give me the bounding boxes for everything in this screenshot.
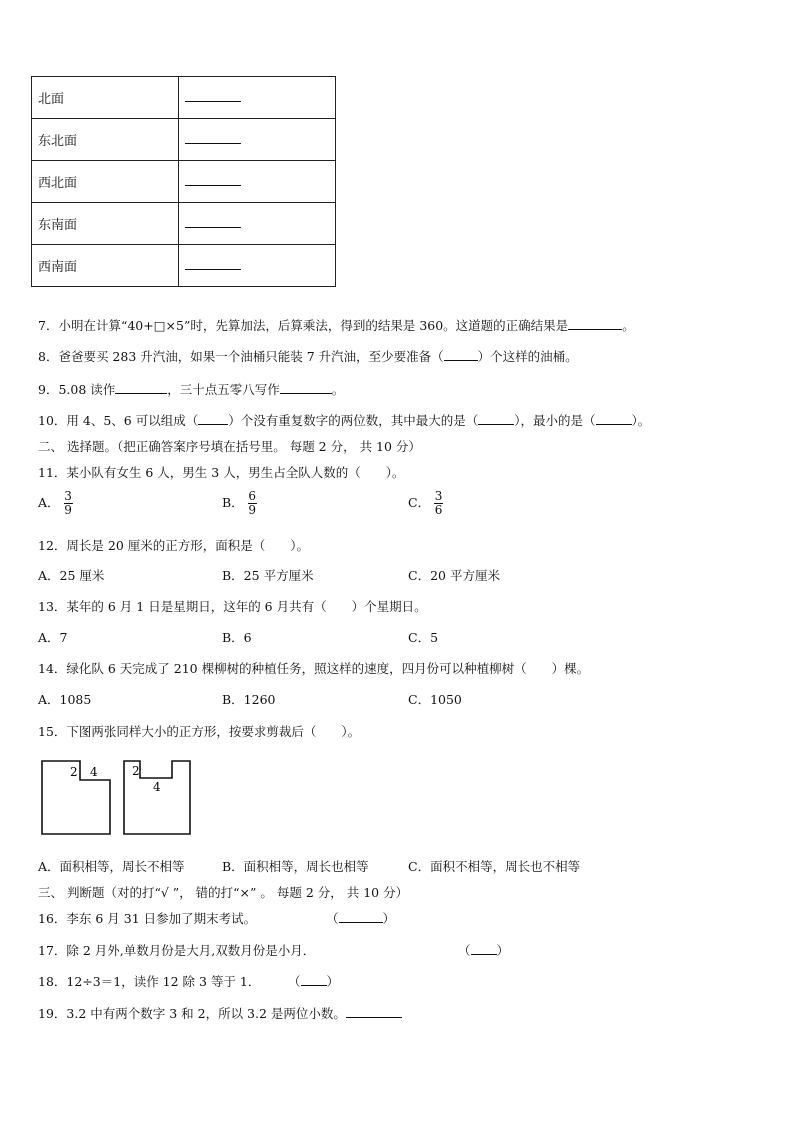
question-text: 7．小明在计算“40+□×5”时，先算加法，后算乘法，得到的结果是 360。这道题的正确结果是	[38, 318, 569, 333]
punct: ）。	[631, 413, 651, 428]
figure-2-label-2: 2	[132, 764, 140, 778]
question-text: ）个没有重复数字的两位数，其中最大的是（	[228, 413, 479, 428]
option-letter: C．	[408, 495, 431, 510]
denominator: 9	[64, 503, 72, 517]
answer-cell[interactable]	[179, 161, 336, 203]
punct: 。	[331, 382, 345, 397]
option-b[interactable]	[222, 490, 257, 517]
question-12: 12．周长是 20 厘米的正方形，面积是（ ）。	[38, 538, 310, 553]
fraction	[64, 490, 73, 517]
option-a[interactable]: A．面积相等，周长不相等	[38, 859, 185, 874]
option-a[interactable]: A．25 厘米	[38, 568, 105, 583]
open-paren: （	[326, 911, 339, 926]
question-18: 18．12÷3＝1，读作 12 除 3 等于 1．	[38, 974, 261, 989]
question-15: 15．下图两张同样大小的正方形，按要求剪裁后（ ）。	[38, 724, 361, 739]
table-row	[32, 203, 336, 245]
row-label: 西北面	[32, 161, 179, 203]
option-b[interactable]: B．1260	[222, 692, 276, 707]
question-text: 19．3.2 中有两个数字 3 和 2，所以 3.2 是两位小数。	[38, 1006, 346, 1021]
answer-cell[interactable]	[179, 245, 336, 287]
table-row	[32, 161, 336, 203]
answer-parens[interactable]	[458, 941, 509, 959]
question-7	[38, 316, 635, 334]
question-text: 8．爸爸要买 283 升汽油，如果一个油桶只能装 7 升汽油，至少要准备（	[38, 349, 444, 364]
option-b[interactable]: B．25 平方厘米	[222, 568, 314, 583]
option-c[interactable]: C．5	[408, 630, 439, 645]
question-text-end: ）个这样的油桶。	[477, 349, 578, 364]
question-10	[38, 411, 650, 429]
row-label: 西南面	[32, 245, 179, 287]
punct: 。	[622, 318, 635, 333]
open-paren: （	[458, 943, 471, 958]
direction-table	[31, 76, 336, 287]
table-row	[32, 119, 336, 161]
open-paren: （	[288, 974, 301, 989]
question-19	[38, 1004, 402, 1022]
question-9	[38, 380, 344, 398]
close-paren: ）	[382, 911, 396, 926]
answer-blank[interactable]	[444, 348, 478, 361]
question-text: 10．用 4、5、6 可以组成（	[38, 413, 199, 428]
answer-blank[interactable]	[115, 381, 167, 394]
answer-blank[interactable]	[346, 1005, 402, 1018]
figure-1-label-2: 2	[70, 765, 78, 779]
row-label: 东南面	[32, 203, 179, 245]
answer-blank[interactable]	[301, 973, 327, 986]
answer-blank[interactable]	[185, 131, 241, 144]
question-13: 13．某年的 6 月 1 日是星期日，这年的 6 月共有（ ）个星期日。	[38, 599, 427, 614]
answer-blank[interactable]	[185, 257, 241, 270]
answer-blank[interactable]	[185, 215, 241, 228]
answer-blank[interactable]	[185, 89, 241, 102]
option-letter: A．	[38, 495, 60, 510]
question-text: ），最小的是（	[514, 413, 596, 428]
row-label: 北面	[32, 77, 179, 119]
question-text: 9．5.08 读作	[38, 382, 116, 397]
table-row	[32, 77, 336, 119]
numerator: 3	[434, 489, 443, 503]
close-paren: ）	[326, 974, 340, 989]
question-text: ，三十点五零八写作	[167, 382, 280, 397]
question-11: 11．某小队有女生 6 人，男生 3 人，男生占全队人数的（ ）。	[38, 465, 405, 480]
option-b[interactable]: B．6	[222, 630, 252, 645]
numerator: 6	[248, 489, 256, 503]
answer-blank[interactable]	[198, 412, 228, 425]
option-b[interactable]: B．面积相等，周长也相等	[222, 859, 369, 874]
question-8	[38, 347, 578, 365]
answer-cell[interactable]	[179, 203, 336, 245]
fraction	[248, 490, 257, 517]
table-row	[32, 245, 336, 287]
answer-blank[interactable]	[568, 317, 622, 330]
question-14: 14．绿化队 6 天完成了 210 棵柳树的种植任务，照这样的速度，四月份可以种植柳树（ ）棵。	[38, 661, 590, 676]
figure-1-label-4: 4	[90, 765, 98, 779]
close-paren: ）	[496, 943, 510, 958]
figure-2-label-4: 4	[153, 780, 161, 794]
answer-parens[interactable]	[326, 909, 395, 927]
answer-blank[interactable]	[339, 910, 383, 923]
option-c[interactable]	[408, 490, 443, 517]
answer-blank[interactable]	[471, 942, 497, 955]
answer-parens[interactable]	[288, 972, 339, 990]
option-c[interactable]: C．面积不相等，周长也不相等	[408, 859, 581, 874]
question-16: 16．李东 6 月 31 日参加了期末考试。	[38, 911, 257, 926]
option-c[interactable]: C．20 平方厘米	[408, 568, 500, 583]
answer-blank[interactable]	[280, 381, 332, 394]
fraction	[434, 490, 443, 517]
section-2-heading: 二、 选择题。（把正确答案序号填在括号里。 每题 2 分， 共 10 分）	[38, 439, 421, 454]
option-a[interactable]: A．1085	[38, 692, 92, 707]
question-17: 17．除 2 月外,单数月份是大月,双数月份是小月．	[38, 943, 316, 958]
answer-blank[interactable]	[596, 412, 632, 425]
section-3-heading: 三、 判断题（对的打“√ ”， 错的打“×” 。 每题 2 分， 共 10 分）	[38, 885, 409, 900]
square-figures	[38, 756, 198, 838]
option-a[interactable]: A．7	[38, 630, 68, 645]
numerator: 3	[64, 489, 72, 503]
option-c[interactable]: C．1050	[408, 692, 462, 707]
denominator: 9	[248, 503, 256, 517]
answer-cell[interactable]	[179, 77, 336, 119]
option-letter: B．	[222, 495, 244, 510]
answer-cell[interactable]	[179, 119, 336, 161]
answer-blank[interactable]	[478, 412, 514, 425]
denominator: 6	[434, 503, 443, 517]
option-a[interactable]	[38, 490, 73, 517]
row-label: 东北面	[32, 119, 179, 161]
answer-blank[interactable]	[185, 173, 241, 186]
